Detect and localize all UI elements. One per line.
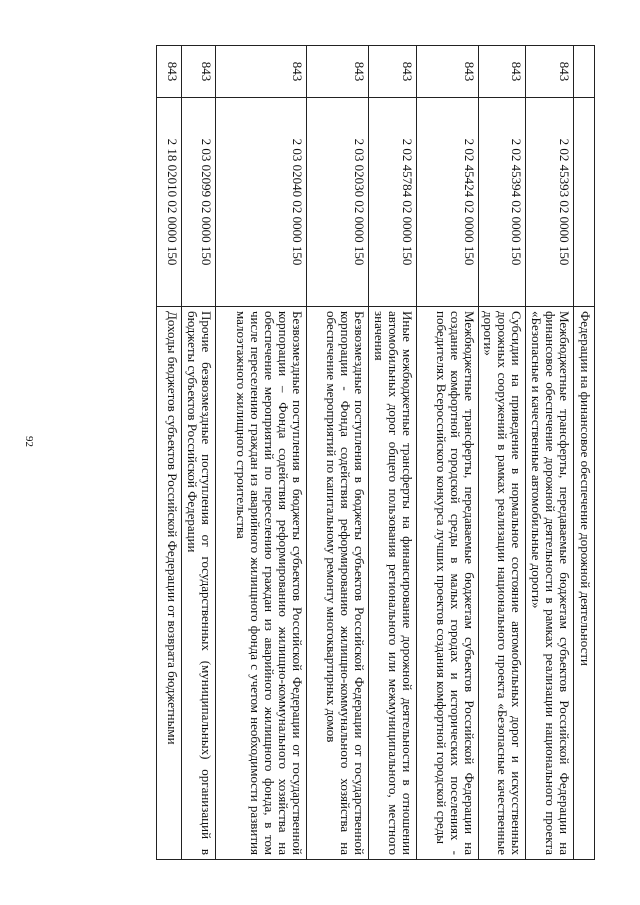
- budget-revenue-table: [156, 45, 595, 860]
- admin-code-cell: 843: [307, 46, 369, 98]
- kbk-code-cell: 2 03 02099 02 0000 150: [182, 98, 216, 307]
- rotated-table-container: [60, 45, 595, 860]
- kbk-code-cell: 2 03 02030 02 0000 150: [307, 98, 369, 307]
- description-cell: Межбюджетные трансферты, передаваемые бюджетам субъектов Российской Федерации на финансовое обеспечение дорожной деятельности в рамках реализации национального проекта «Безопасные и качественные автомобильные дороги»: [526, 307, 574, 860]
- table-row: [479, 46, 526, 860]
- description-cell: Доходы бюджетов субъектов Российской Федерации от возврата бюджетными: [157, 307, 182, 860]
- table-row: [182, 46, 216, 860]
- table-row: [417, 46, 479, 860]
- kbk-code-cell: 2 02 45424 02 0000 150: [417, 98, 479, 307]
- kbk-code-cell: [574, 98, 595, 307]
- admin-code-cell: 843: [182, 46, 216, 98]
- admin-code-cell: 843: [417, 46, 479, 98]
- description-cell: Субсидии на приведение в нормальное состояние автомобильных дорог и искусственных дорожных сооружений в рамках реализации национального проекта «Безопасные качественные дороги»: [479, 307, 526, 860]
- table-row: [157, 46, 182, 860]
- kbk-code-cell: 2 02 45394 02 0000 150: [479, 98, 526, 307]
- description-cell: Безвозмездные поступления в бюджеты субъектов Российской Федерации от государственной корпорации - Фонда содействия реформированию жилищно-коммунального хозяйства на обеспечение мероприятий по капитальному ремонту многоквартирных домов: [307, 307, 369, 860]
- description-cell: Безвозмездные поступления в бюджеты субъектов Российской Федерации от государственной корпорации – Фонда содействия реформированию жилищно-коммунального хозяйства на обеспечение мероприятий по переселению граждан из аварийного жилищного фонда, в том числе переселению граждан из аварийного жилищного фонда с учетом необходимости развития малоэтажного жилищного строительства: [216, 307, 307, 860]
- description-cell: Федерации на финансовое обеспечение дорожной деятельности: [574, 307, 595, 860]
- kbk-code-cell: 2 02 45784 02 0000 150: [369, 98, 417, 307]
- table-row: [574, 46, 595, 860]
- kbk-code-cell: 2 03 02040 02 0000 150: [216, 98, 307, 307]
- table-row: [307, 46, 369, 860]
- table-row: [526, 46, 574, 860]
- page-number: 92: [23, 436, 35, 447]
- table-row: [216, 46, 307, 860]
- kbk-code-cell: 2 02 45393 02 0000 150: [526, 98, 574, 307]
- table-row: [369, 46, 417, 860]
- admin-code-cell: 843: [157, 46, 182, 98]
- description-cell: Межбюджетные трансферты, передаваемые бюджетам субъектов Российской Федерации на создание комфортной городской среды в малых городах и исторических поселениях - победителях Всероссийского конкурса лучших проектов создания комфортной городской среды: [417, 307, 479, 860]
- description-cell: Иные межбюджетные трансферты на финансирование дорожной деятельности в отношении автомобильных дорог общего пользования регионального или межмуниципального, местного значения: [369, 307, 417, 860]
- admin-code-cell: [574, 46, 595, 98]
- admin-code-cell: 843: [526, 46, 574, 98]
- admin-code-cell: 843: [369, 46, 417, 98]
- description-cell: Прочие безвозмездные поступления от государственных (муниципальных) организаций в бюджеты субъектов Российской Федерации: [182, 307, 216, 860]
- kbk-code-cell: 2 18 02010 02 0000 150: [157, 98, 182, 307]
- admin-code-cell: 843: [479, 46, 526, 98]
- admin-code-cell: 843: [216, 46, 307, 98]
